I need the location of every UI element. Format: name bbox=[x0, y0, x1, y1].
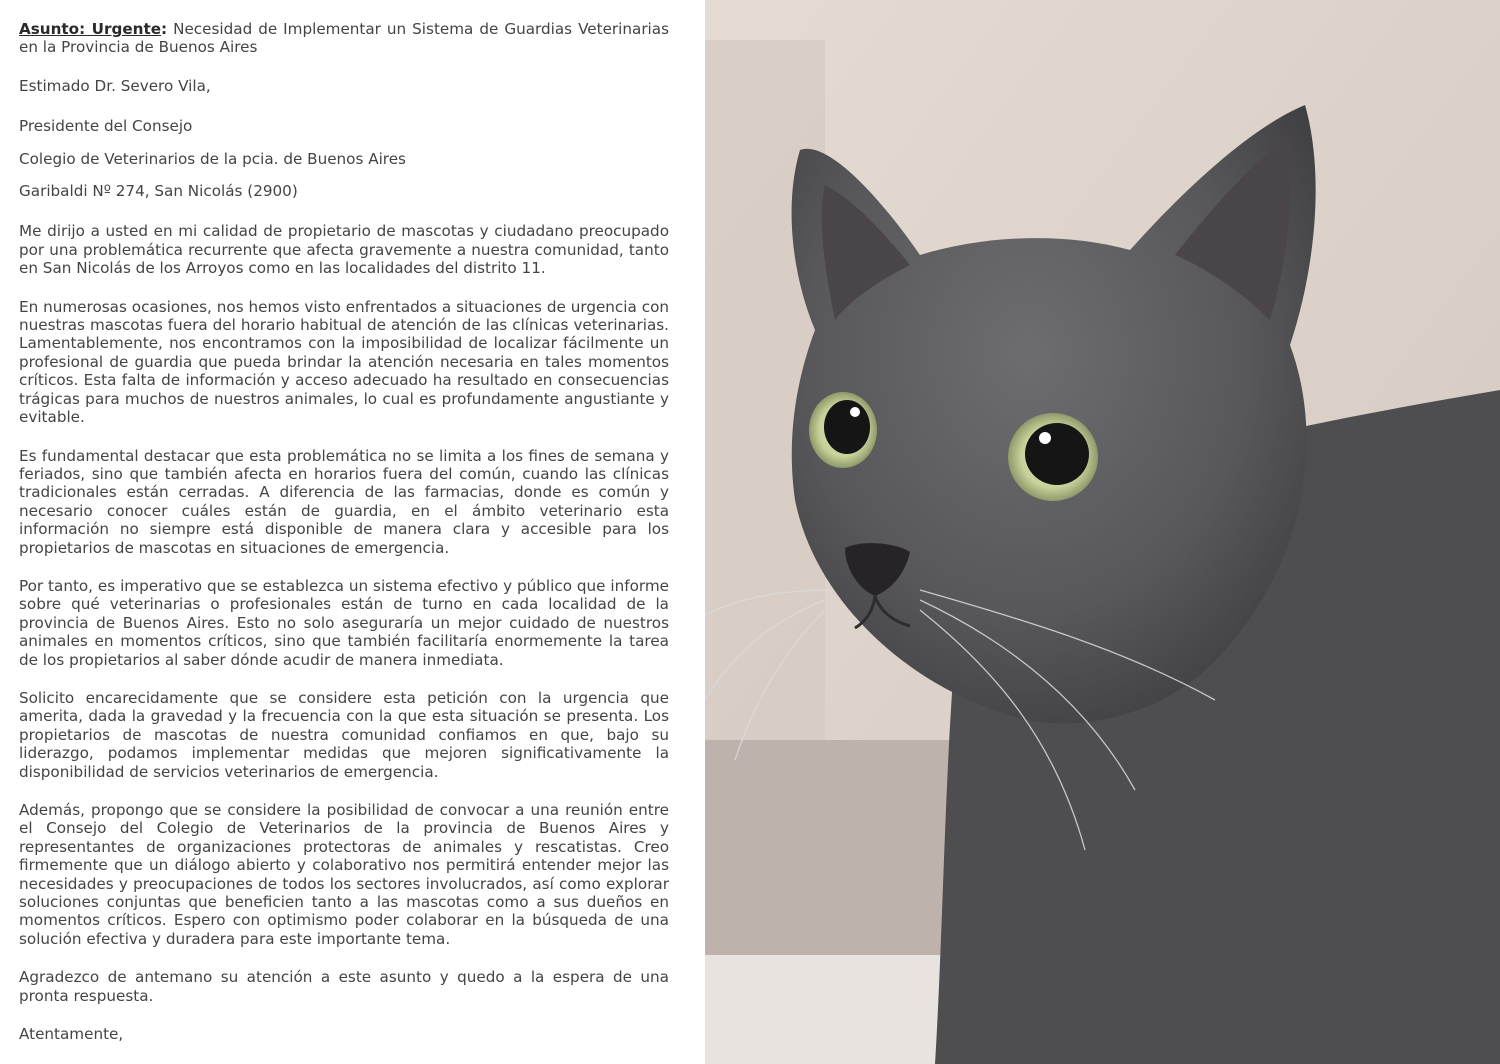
subject-colon: : bbox=[161, 20, 168, 38]
paragraph: Me dirijo a usted en mi calidad de propietario de mascotas y ciudadano preocupado por una problemática recurrente que afecta gravemente a nuestra comunidad, tanto en San Nicolás de los Arroyos como en las localidades del distrito 11. bbox=[19, 222, 669, 278]
cat-pupil-right bbox=[1025, 423, 1089, 485]
recipient-title: Presidente del Consejo bbox=[19, 117, 193, 136]
greeting: Estimado Dr. Severo Vila, bbox=[19, 76, 211, 95]
paragraph: Es fundamental destacar que esta problemática no se limita a los fines de semana y feriados, sino que también afecta en horarios fuera del común, cuando las clínicas tradicionales están cerradas. A diferencia de las farmacias, donde es común y necesario conocer cuáles están de guardia, en el ámbito veterinario esta información no siempre está disponible de manera clara y accesible para los propietarios de mascotas en situaciones de emergencia. bbox=[19, 446, 669, 557]
closing: Atentamente, bbox=[19, 1025, 124, 1044]
recipient-address: Garibaldi Nº 274, San Nicolás (2900) bbox=[19, 182, 298, 201]
recipient-org: Colegio de Veterinarios de la pcia. de Buenos Aires bbox=[19, 149, 406, 168]
paragraph: Por tanto, es imperativo que se establezca un sistema efectivo y público que informe sobre qué veterinarias o profesionales están de turno en cada localidad de la provincia de Buenos Aires. Esto no solo aseguraría un mejor cuidado de nuestros animales en momentos críticos, sino que también facilitaría enormemente la tarea de los propietarios al saber dónde acudir de manera inmediata. bbox=[19, 576, 669, 669]
subject-label: Asunto: Urgente bbox=[19, 20, 162, 38]
cat-eye-glint-left bbox=[850, 407, 860, 417]
cat-illustration bbox=[705, 0, 1500, 1064]
cat-eye-glint-right bbox=[1039, 432, 1051, 444]
paragraph: En numerosas ocasiones, nos hemos visto enfrentados a situaciones de urgencia con nuestras mascotas fuera del horario habitual de atención de las clínicas veterinarias. Lamentablemente, nos encontramos con la imposibilidad de localizar fácilmente un profesional de guardia que pueda brindar la atención necesaria en tales momentos críticos. Esta falta de información y acceso adecuado ha resultado en consecuencias trágicas para muchos de nuestros animales, lo cual es profundamente angustiante y evitable. bbox=[19, 297, 669, 427]
cat-photo bbox=[705, 0, 1500, 1064]
paragraph: Además, propongo que se considere la posibilidad de convocar a una reunión entre el Consejo del Colegio de Veterinarios de la provincia de Buenos Aires y representantes de organizaciones protectoras de animales y rescatistas. Creo firmemente que un diálogo abierto y colaborativo nos permitirá entender mejor las necesidades y preocupaciones de todos los sectores involucrados, así como explorar soluciones conjuntas que beneficien tanto a las mascotas como a sus dueños en momentos críticos. Espero con optimismo poder colaborar en la búsqueda de una solución efectiva y duradera para este importante tema. bbox=[19, 801, 669, 948]
subject-line bbox=[19, 20, 669, 57]
paragraph: Agradezco de antemano su atención a este asunto y quedo a la espera de una pronta respuesta. bbox=[19, 968, 669, 1005]
subject-text: Necesidad de Implementar un Sistema de Guardias Veterinarias en la Provincia de Buenos Aires bbox=[19, 20, 669, 57]
letter-panel bbox=[0, 0, 705, 1064]
paragraph: Solicito encarecidamente que se considere esta petición con la urgencia que amerita, dada la gravedad y la frecuencia con la que esta situación se presenta. Los propietarios de mascotas de nuestra comunidad confiamos en que, bajo su liderazgo, podamos implementar medidas que mejoren significativamente la disponibilidad de servicios veterinarios de emergencia. bbox=[19, 688, 669, 781]
cat-pupil-left bbox=[824, 400, 870, 454]
